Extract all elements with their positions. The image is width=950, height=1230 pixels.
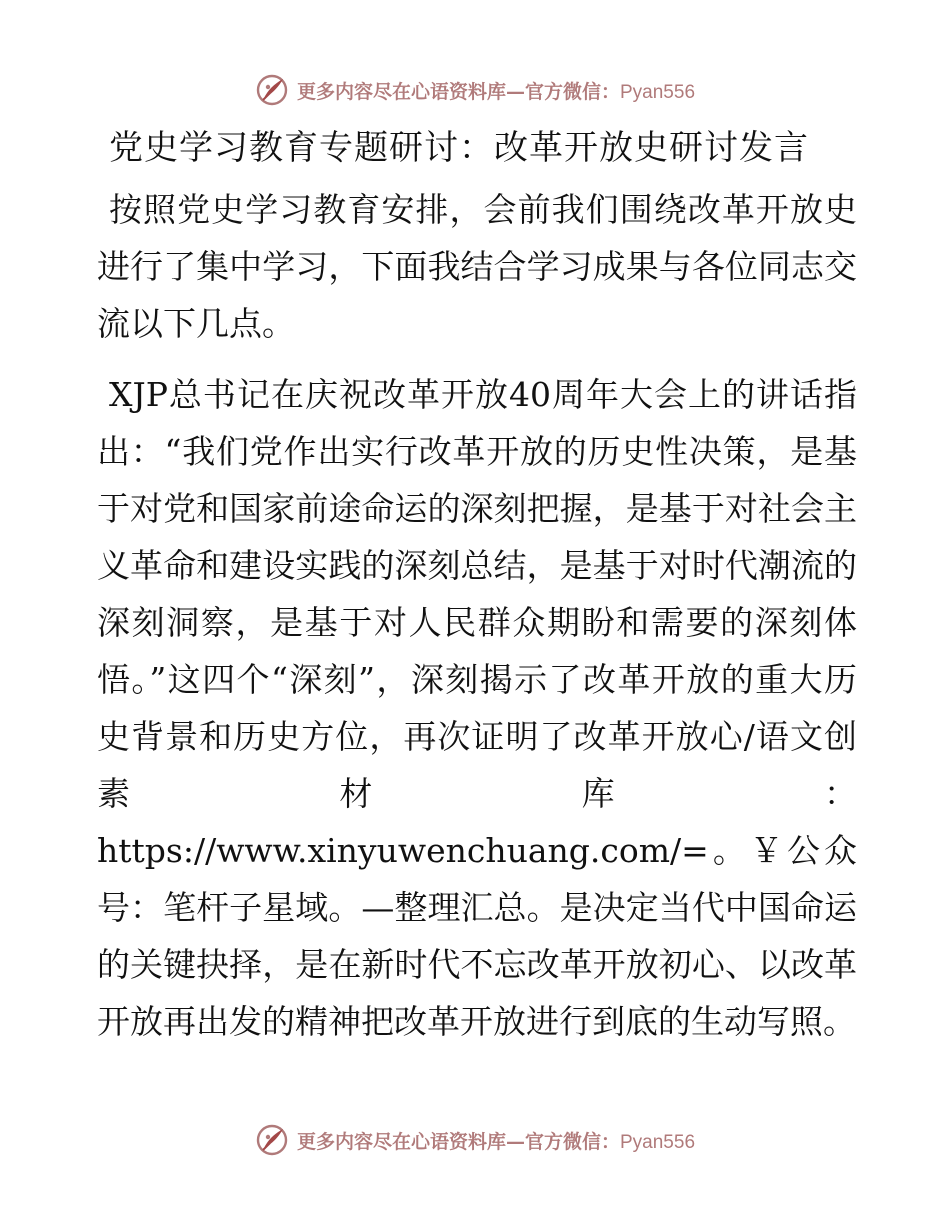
feather-pen-logo-icon — [255, 73, 289, 107]
paragraph: XJP总书记在庆祝改革开放40周年大会上的讲话指出：“我们党作出实行改革开放的历史性决策，是基于对党和国家前途命运的深刻把握，是基于对社会主义革命和建设实践的深刻总结，是基于对时代潮流的深刻洞察，是基于对人民群众期盼和需要的深刻体悟。”这四个“深刻”，深刻揭示了改革开放的重大历史背景和历史方位，再次证明了改革开放心/语文创素材库：https://www.xinyuwenchuang.com/=。￥公众号：笔杆子星域。—整理汇总。是决定当代中国命运的关键抉择，是在新时代不忘改革开放初心、以改革开放再出发的精神把改革开放进行到底的生动写照。 — [97, 375, 857, 1041]
header-watermark-text: 更多内容尽在心语资料库—官方微信：Pyan556 — [296, 80, 696, 103]
document-body — [97, 120, 857, 1050]
footer-watermark-text: 更多内容尽在心语资料库—官方微信：Pyan556 — [296, 1130, 696, 1153]
header-watermark-banner — [0, 70, 950, 110]
footer-watermark-banner — [0, 1120, 950, 1160]
feather-pen-logo-icon — [255, 1123, 289, 1157]
document-title: 党史学习教育专题研讨：改革开放史研讨发言 — [109, 128, 809, 168]
paragraph: 按照党史学习教育安排，会前我们围绕改革开放史进行了集中学习，下面我结合学习成果与各位同志交流以下几点。 — [97, 190, 857, 343]
